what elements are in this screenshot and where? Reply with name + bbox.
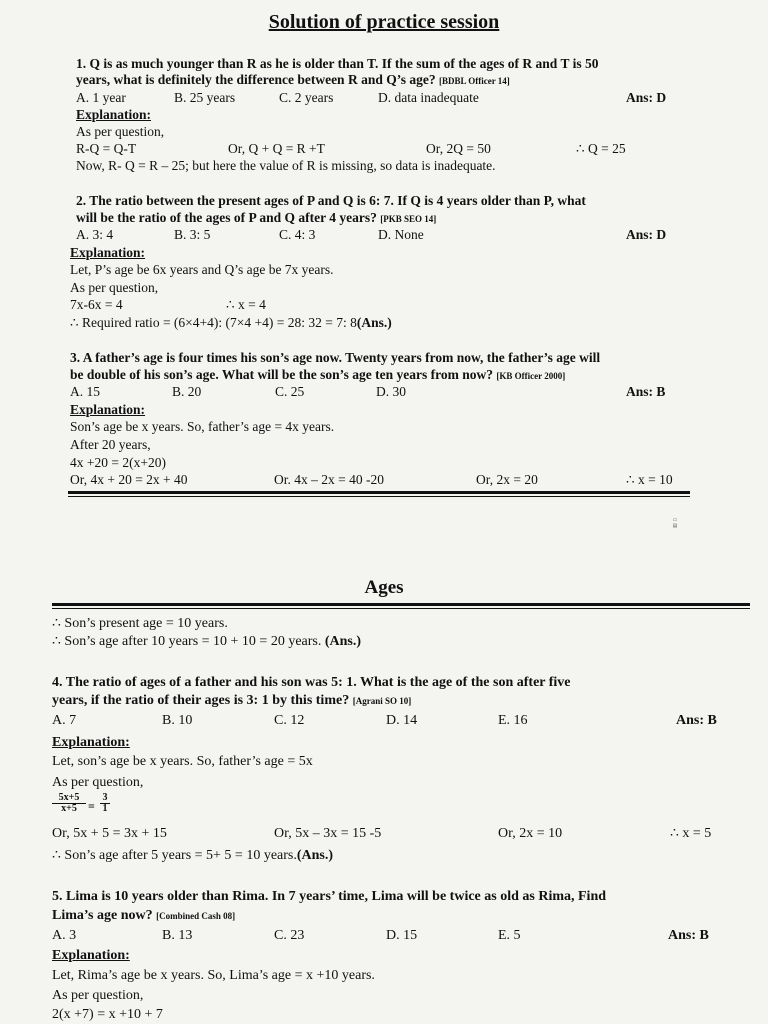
q5-question-line-2: Lima’s age now? [Combined Cash 08] [52, 908, 236, 923]
q5-question-line-1: 5. Lima is 10 years older than Rima. In 7 years’ time, Lima will be twice as old as Rima, Find [52, 889, 607, 904]
q3-step-2: Or. 4x – 2x = 40 -20 [274, 472, 384, 487]
q2-explanation-line-2: As per question, [70, 280, 159, 295]
q3-explanation-line-1: Son’s age be x years. So, father’s age = 4x years. [70, 419, 335, 434]
q3-option-b: B. 20 [172, 384, 202, 399]
q4-explanation-line-1: Let, son’s age be x years. So, father’s age = 5x [52, 754, 313, 769]
q3-option-a: A. 15 [70, 384, 100, 399]
fraction-denominator: 1 [102, 803, 108, 814]
q3-source-tag: [KB Officer 2000] [496, 371, 566, 381]
q2-option-d: D. None [378, 227, 424, 242]
q4-explanation-line-2: As per question, [52, 775, 144, 790]
q2-answer: Ans: D [626, 227, 667, 242]
q5-explanation-line-1: Let, Rima’s age be x years. So, Lima’s age = x +10 years. [52, 968, 375, 983]
q3-step-1: Or, 4x + 20 = 2x + 40 [70, 472, 188, 487]
scanner-stamp-icon: ▭ ▤ [672, 518, 678, 529]
q1-explanation-line-1: As per question, [76, 124, 165, 139]
q3-step-4: ∴ x = 10 [626, 472, 673, 487]
q4-explanation-label: Explanation: [52, 735, 130, 750]
q1-question-line-1: 1. Q is as much younger than R as he is older than T. If the sum of the ages of R and T is 50 [76, 56, 599, 71]
q1-step-3: Or, 2Q = 50 [426, 141, 491, 156]
q5-answer: Ans: B [668, 928, 709, 943]
q3-explanation-line-2: After 20 years, [70, 437, 151, 452]
q4-question-line-1: 4. The ratio of ages of a father and his son was 5: 1. What is the age of the son after five [52, 675, 571, 690]
chapter-heading: Ages [364, 577, 404, 598]
q3-option-c: C. 25 [275, 384, 305, 399]
section-divider-thin [68, 496, 690, 497]
q4-option-c: C. 12 [274, 713, 305, 728]
q4-question-line-2: years, if the ratio of their ages is 3: 1 by this time? [Agrani SO 10] [52, 693, 412, 708]
q1-explanation-line-3: Now, R- Q = R – 25; but here the value of R is missing, so data is inadequate. [76, 158, 496, 173]
q2-option-a: A. 3: 4 [76, 227, 114, 242]
q5-explanation-label: Explanation: [52, 948, 130, 963]
q4-fraction-left [52, 793, 86, 814]
q2-option-c: C. 4: 3 [279, 227, 316, 242]
q1-step-4: ∴ Q = 25 [576, 141, 626, 156]
q2-question-line-2: will be the ratio of the ages of P and Q after 4 years? [PKB SEO 14] [76, 210, 437, 225]
q1-explanation-label: Explanation: [76, 107, 152, 122]
q4-step-2: Or, 5x – 3x = 15 -5 [274, 826, 382, 841]
q5-source-tag: [Combined Cash 08] [156, 911, 236, 921]
q4-source-tag: [Agrani SO 10] [352, 696, 412, 706]
q2-question-line-1: 2. The ratio between the present ages of P and Q is 6: 7. If Q is 4 years older than P, what [76, 193, 586, 208]
q1-step-2: Or, Q + Q = R +T [228, 141, 325, 156]
q3-step-3: Or, 2x = 20 [476, 472, 538, 487]
q3-explanation-label: Explanation: [70, 402, 146, 417]
q5-option-b: B. 13 [162, 928, 193, 943]
q4-explanation-line-5: ∴ Son’s age after 5 years = 5+ 5 = 10 years.(Ans.) [52, 848, 334, 863]
q5-option-c: C. 23 [274, 928, 305, 943]
heading-rule [52, 603, 750, 606]
q2-explanation-line-1: Let, P’s age be 6x years and Q’s age be 7x years. [70, 262, 334, 277]
q3-question-line-1: 3. A father’s age is four times his son’s age now. Twenty years from now, the father’s age will [70, 350, 601, 365]
q5-option-d: D. 15 [386, 928, 418, 943]
q2-option-b: B. 3: 5 [174, 227, 211, 242]
q3-option-d: D. 30 [376, 384, 406, 399]
q1-option-b: B. 25 years [174, 90, 236, 105]
q2-source-tag: [PKB SEO 14] [380, 214, 437, 224]
q4-step-4: ∴ x = 5 [670, 826, 712, 841]
q3-explanation-line-3: 4x +20 = 2(x+20) [70, 455, 166, 470]
page-title: Solution of practice session [268, 11, 500, 33]
q3-continued-line-2: ∴ Son’s age after 10 years = 10 + 10 = 20 years. (Ans.) [52, 634, 362, 649]
q3-continued-line-1: ∴ Son’s present age = 10 years. [52, 616, 228, 631]
q4-option-e: E. 16 [498, 713, 528, 728]
q4-answer: Ans: B [676, 713, 717, 728]
section-divider [68, 491, 690, 494]
q4-step-1: Or, 5x + 5 = 3x + 15 [52, 826, 167, 841]
q2-explanation-label: Explanation: [70, 245, 146, 260]
q2-step-1: 7x-6x = 4 [70, 297, 123, 312]
q5-option-a: A. 3 [52, 928, 77, 943]
q2-explanation-line-4: ∴ Required ratio = (6×4+4): (7×4 +4) = 28: 32 = 7: 8(Ans.) [70, 315, 392, 330]
fraction-denominator: x+5 [61, 803, 77, 814]
q3-question-line-2: be double of his son’s age. What will be the son’s age ten years from now? [KB Officer 2000] [70, 367, 566, 382]
q1-question-line-2: years, what is definitely the difference between R and Q’s age? [BDBL Officer 14] [76, 72, 510, 87]
q5-option-e: E. 5 [498, 928, 521, 943]
q4-step-3: Or, 2x = 10 [498, 826, 563, 841]
q4-fraction-equals: = [88, 799, 95, 813]
q2-step-2: ∴ x = 4 [226, 297, 266, 312]
fraction-numerator: 5x+5 [52, 793, 86, 804]
q1-step-1: R-Q = Q-T [76, 141, 137, 156]
q4-option-a: A. 7 [52, 713, 77, 728]
heading-rule-thin [52, 608, 750, 609]
q5-explanation-line-3: 2(x +7) = x +10 + 7 [52, 1007, 163, 1022]
q3-answer: Ans: B [626, 384, 666, 399]
q4-option-d: D. 14 [386, 713, 418, 728]
q1-option-d: D. data inadequate [378, 90, 479, 105]
q4-fraction-right [100, 793, 110, 814]
q5-explanation-line-2: As per question, [52, 988, 144, 1003]
q4-option-b: B. 10 [162, 713, 193, 728]
q1-source-tag: [BDBL Officer 14] [438, 76, 510, 86]
fraction-numerator: 3 [100, 793, 110, 804]
q1-answer: Ans: D [626, 90, 667, 105]
q1-option-c: C. 2 years [279, 90, 334, 105]
q1-option-a: A. 1 year [76, 90, 126, 105]
